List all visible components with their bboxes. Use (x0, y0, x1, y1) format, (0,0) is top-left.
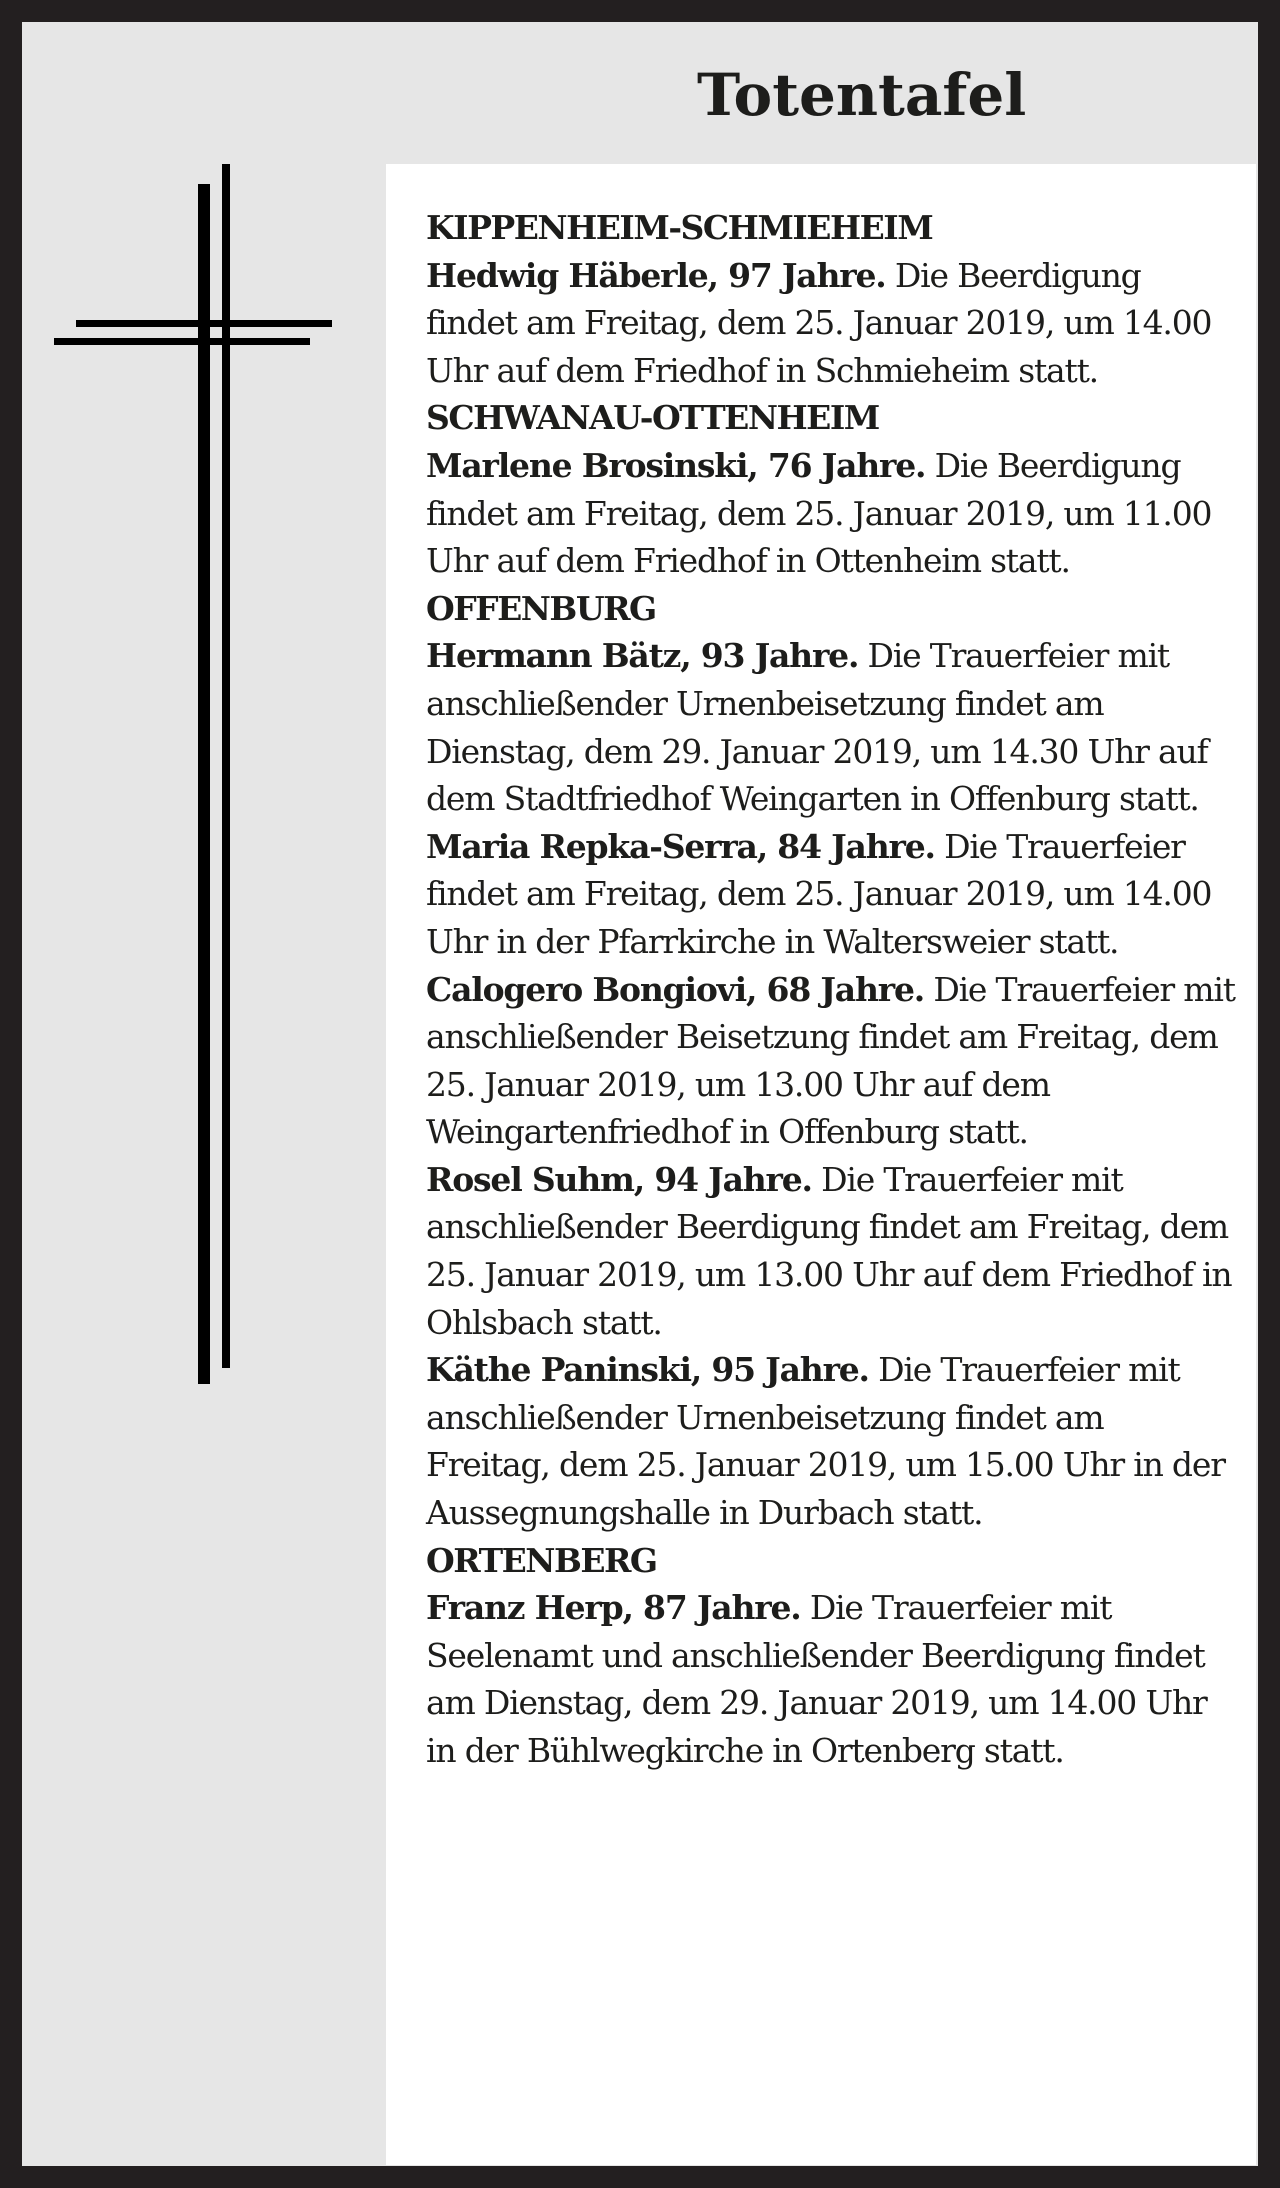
entry-text: Die Beerdigung findet am Freitag, dem 25. Januar 2019, um 14.00 Uhr auf dem Friedhof in Schmieheim statt. (426, 255, 1212, 390)
place-heading: KIPPENHEIM-SCHMIEHEIM (426, 208, 933, 247)
obituary-list (386, 164, 1256, 2165)
entry-name: Käthe Paninski, 95 Jahre. (426, 1350, 869, 1390)
entry-text: Die Trauerfeier mit Seelenamt und anschließender Beerdigung findet am Dienstag, dem 29. Januar 2019, um 14.00 Uhr in der Bühlwegkirche in Ortenberg statt. (426, 1588, 1207, 1770)
entry-name: Hermann Bätz, 93 Jahre. (426, 636, 859, 676)
section-schwanau (426, 394, 1236, 584)
entry-name: Calogero Bongiovi, 68 Jahre. (426, 969, 925, 1009)
list-item (426, 632, 1236, 822)
entry-name: Franz Herp, 87 Jahre. (426, 1588, 801, 1628)
place-heading: OFFENBURG (426, 588, 656, 628)
section-kippenheim (426, 204, 1236, 394)
cross-icon (0, 0, 400, 1450)
list-item (426, 823, 1236, 966)
entry-text: Die Trauerfeier mit anschließender Urnenbeisetzung findet am Freitag, dem 25. Januar 2019, um 15.00 Uhr in der Aussegnungshalle in Durbach statt. (426, 1350, 1225, 1533)
entry-name: Rosel Suhm, 94 Jahre. (426, 1159, 812, 1199)
list-item (426, 1584, 1236, 1774)
list-item (426, 1156, 1236, 1346)
entry-name: Hedwig Häberle, 97 Jahre. (426, 255, 886, 295)
section-offenburg (426, 585, 1236, 1537)
list-item (426, 442, 1236, 585)
entry-text: Die Trauerfeier mit anschließender Beerdigung findet am Freitag, dem 25. Januar 2019, um 13.00 Uhr auf dem Friedhof in Ohlsbach statt. (426, 1159, 1232, 1342)
list-item (426, 252, 1236, 395)
list-item (426, 1346, 1236, 1536)
page-title: Totentafel (697, 61, 1027, 129)
entry-text: Die Trauerfeier mit anschließender Beisetzung findet am Freitag, dem 25. Januar 2019, um 13.00 Uhr auf dem Weingartenfriedhof in Offenburg statt. (426, 969, 1235, 1152)
section-ortenberg (426, 1537, 1236, 1775)
entry-text: Die Beerdigung findet am Freitag, dem 25. Januar 2019, um 11.00 Uhr auf dem Friedhof in Ottenheim statt. (426, 445, 1212, 581)
list-item (426, 966, 1236, 1156)
entry-name: Maria Repka-Serra, 84 Jahre. (426, 826, 935, 866)
entry-text: Die Trauerfeier mit anschließender Urnenbeisetzung findet am Dienstag, dem 29. Januar 2019, um 14.30 Uhr auf dem Stadtfriedhof Weingarten in Offenburg statt. (426, 636, 1208, 819)
place-heading: ORTENBERG (426, 1540, 657, 1580)
entry-name: Marlene Brosinski, 76 Jahre. (426, 445, 926, 485)
entry-text: Die Trauerfeier findet am Freitag, dem 25. Januar 2019, um 14.00 Uhr in der Pfarrkirche in Waltersweier statt. (426, 826, 1212, 961)
place-heading: SCHWANAU-OTTENHEIM (426, 398, 879, 438)
